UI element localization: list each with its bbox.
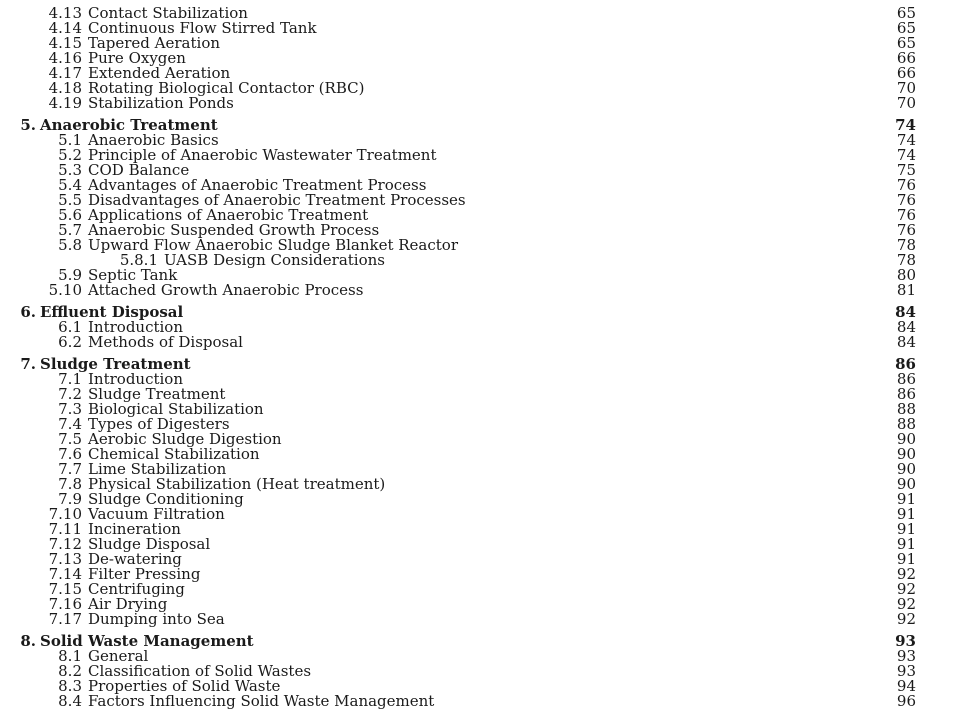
toc-entry-title: Centrifuging — [88, 580, 185, 598]
toc-entry-title: Contact Stabilization — [88, 4, 248, 22]
toc-entry-title: General — [88, 647, 149, 665]
toc-entry-page: 76 — [896, 191, 916, 209]
toc-entry-number: 8.1 — [58, 647, 82, 665]
toc-entry-page: 74 — [895, 116, 916, 134]
toc-entry-number: 4.17 — [48, 64, 82, 82]
toc-entry-page: 92 — [896, 610, 916, 628]
table-of-contents — [0, 6, 960, 709]
toc-entry-title: Principle of Anaerobic Wastewater Treatment — [88, 146, 437, 164]
toc-entry-page: 96 — [896, 692, 916, 710]
toc-entry-page: 65 — [896, 19, 916, 37]
toc-entry-page: 91 — [896, 550, 916, 568]
toc-entry-page: 80 — [896, 266, 916, 284]
toc-entry-title: Rotating Biological Contactor (RBC) — [88, 79, 365, 97]
toc-entry-title: Attached Growth Anaerobic Process — [88, 281, 364, 299]
toc-entry-number: 4.13 — [48, 4, 82, 22]
toc-entry-number: 4.19 — [48, 94, 82, 112]
toc-entry-title: Continuous Flow Stirred Tank — [88, 19, 317, 37]
toc-entry-number: 5.2 — [58, 146, 82, 164]
toc-entry-number: 6.2 — [58, 333, 82, 351]
toc-entry-title: Types of Digesters — [88, 415, 230, 433]
toc-entry-title: Disadvantages of Anaerobic Treatment Processes — [88, 191, 466, 209]
toc-entry-number: 5.10 — [48, 281, 82, 299]
toc-entry-title: Anaerobic Basics — [88, 131, 219, 149]
toc-entry-number: 7.15 — [48, 580, 82, 598]
toc-entry-number: 7.10 — [48, 505, 82, 523]
toc-entry-number: 7.4 — [58, 415, 82, 433]
toc-entry-page: 75 — [896, 161, 916, 179]
toc-entry-page: 81 — [896, 281, 916, 299]
toc-entry-number: 4.18 — [48, 79, 82, 97]
toc-entry-number: 5. — [20, 116, 36, 134]
toc-entry-page: 93 — [896, 662, 916, 680]
toc-entry-title: Sludge Disposal — [88, 535, 211, 553]
toc-entry-page: 86 — [896, 385, 916, 403]
toc-entry-page: 94 — [896, 677, 916, 695]
toc-section-row[interactable] — [0, 96, 960, 111]
toc-entry-number: 7.6 — [58, 445, 82, 463]
toc-entry-number: 5.9 — [58, 266, 82, 284]
toc-entry-title: Effluent Disposal — [40, 303, 184, 321]
toc-entry-page: 88 — [896, 415, 916, 433]
toc-entry-title: Vacuum Filtration — [88, 505, 225, 523]
toc-entry-number: 7.17 — [48, 610, 82, 628]
toc-entry-number: 8.2 — [58, 662, 82, 680]
toc-entry-number: 5.8 — [58, 236, 82, 254]
toc-entry-page: 92 — [896, 565, 916, 583]
toc-entry-number: 5.5 — [58, 191, 82, 209]
toc-entry-number: 5.7 — [58, 221, 82, 239]
toc-entry-title: Stabilization Ponds — [88, 94, 234, 112]
toc-entry-number: 8.4 — [58, 692, 82, 710]
toc-entry-number: 5.6 — [58, 206, 82, 224]
toc-entry-number: 7. — [20, 355, 36, 373]
toc-entry-number: 4.14 — [48, 19, 82, 37]
toc-entry-page: 91 — [896, 490, 916, 508]
toc-entry-title: COD Balance — [88, 161, 190, 179]
toc-entry-page: 84 — [895, 303, 916, 321]
toc-entry-title: UASB Design Considerations — [164, 251, 385, 269]
toc-entry-title: Dumping into Sea — [88, 610, 225, 628]
toc-entry-title: Filter Pressing — [88, 565, 201, 583]
toc-entry-title: Sludge Treatment — [88, 385, 226, 403]
toc-entry-page: 91 — [896, 520, 916, 538]
toc-entry-page: 90 — [896, 475, 916, 493]
toc-entry-title: Upward Flow Anaerobic Sludge Blanket Reactor — [88, 236, 459, 254]
toc-entry-page: 65 — [896, 34, 916, 52]
toc-entry-page: 76 — [896, 221, 916, 239]
toc-entry-title: Biological Stabilization — [88, 400, 264, 418]
toc-entry-page: 74 — [896, 146, 916, 164]
toc-entry-page: 84 — [896, 318, 916, 336]
toc-section-row[interactable] — [0, 694, 960, 709]
toc-entry-page: 76 — [896, 176, 916, 194]
toc-entry-title: Introduction — [88, 318, 183, 336]
toc-entry-page: 90 — [896, 460, 916, 478]
toc-entry-number: 8. — [20, 632, 36, 650]
toc-entry-number: 7.8 — [58, 475, 82, 493]
toc-entry-page: 65 — [896, 4, 916, 22]
toc-entry-title: Septic Tank — [88, 266, 178, 284]
toc-entry-title: Advantages of Anaerobic Treatment Process — [88, 176, 427, 194]
toc-entry-page: 86 — [896, 370, 916, 388]
toc-entry-page: 91 — [896, 505, 916, 523]
toc-entry-page: 74 — [896, 131, 916, 149]
toc-entry-page: 91 — [896, 535, 916, 553]
toc-section-row[interactable] — [0, 335, 960, 350]
toc-entry-number: 7.13 — [48, 550, 82, 568]
toc-entry-title: Introduction — [88, 370, 183, 388]
toc-entry-number: 7.2 — [58, 385, 82, 403]
toc-entry-page: 90 — [896, 430, 916, 448]
toc-entry-number: 4.16 — [48, 49, 82, 67]
toc-entry-number: 5.1 — [58, 131, 82, 149]
toc-entry-title: Applications of Anaerobic Treatment — [88, 206, 369, 224]
toc-entry-title: Methods of Disposal — [88, 333, 243, 351]
toc-entry-number: 7.1 — [58, 370, 82, 388]
toc-entry-title: Properties of Solid Waste — [88, 677, 281, 695]
toc-entry-title: Extended Aeration — [88, 64, 231, 82]
toc-entry-title: Sludge Conditioning — [88, 490, 244, 508]
toc-entry-number: 4.15 — [48, 34, 82, 52]
toc-entry-number: 7.16 — [48, 595, 82, 613]
toc-entry-number: 7.11 — [48, 520, 82, 538]
toc-entry-title: De-watering — [88, 550, 182, 568]
toc-entry-number: 7.7 — [58, 460, 82, 478]
toc-entry-title: Anaerobic Suspended Growth Process — [88, 221, 380, 239]
toc-entry-page: 93 — [895, 632, 916, 650]
toc-entry-number: 7.14 — [48, 565, 82, 583]
toc-entry-title: Lime Stabilization — [88, 460, 227, 478]
toc-entry-number: 7.12 — [48, 535, 82, 553]
toc-entry-number: 7.5 — [58, 430, 82, 448]
toc-entry-page: 84 — [896, 333, 916, 351]
toc-entry-title: Chemical Stabilization — [88, 445, 260, 463]
toc-entry-page: 76 — [896, 206, 916, 224]
toc-entry-page: 78 — [896, 251, 916, 269]
toc-entry-title: Pure Oxygen — [88, 49, 186, 67]
toc-entry-number: 7.9 — [58, 490, 82, 508]
toc-entry-page: 93 — [896, 647, 916, 665]
toc-entry-number: 5.3 — [58, 161, 82, 179]
toc-entry-page: 88 — [896, 400, 916, 418]
toc-entry-number: 6.1 — [58, 318, 82, 336]
toc-entry-title: Factors Influencing Solid Waste Management — [88, 692, 435, 710]
toc-entry-page: 92 — [896, 595, 916, 613]
toc-entry-title: Aerobic Sludge Digestion — [88, 430, 282, 448]
toc-entry-title: Incineration — [88, 520, 181, 538]
toc-section-row[interactable] — [0, 283, 960, 298]
toc-entry-number: 7.3 — [58, 400, 82, 418]
toc-entry-page: 66 — [896, 64, 916, 82]
toc-entry-page: 90 — [896, 445, 916, 463]
toc-entry-page: 70 — [896, 79, 916, 97]
toc-entry-page: 66 — [896, 49, 916, 67]
toc-entry-title: Solid Waste Management — [40, 632, 254, 650]
toc-entry-number: 5.4 — [58, 176, 82, 194]
toc-entry-title: Classification of Solid Wastes — [88, 662, 312, 680]
toc-entry-title: Physical Stabilization (Heat treatment) — [88, 475, 386, 493]
toc-section-row[interactable] — [0, 612, 960, 627]
toc-entry-title: Tapered Aeration — [88, 34, 221, 52]
toc-entry-number: 5.8.1 — [119, 251, 158, 269]
toc-entry-number: 6. — [20, 303, 36, 321]
toc-entry-title: Sludge Treatment — [40, 355, 191, 373]
toc-entry-page: 86 — [895, 355, 916, 373]
toc-entry-number: 8.3 — [58, 677, 82, 695]
toc-entry-page: 70 — [896, 94, 916, 112]
toc-entry-title: Air Drying — [88, 595, 168, 613]
toc-entry-page: 78 — [896, 236, 916, 254]
toc-entry-page: 92 — [896, 580, 916, 598]
toc-entry-title: Anaerobic Treatment — [40, 116, 218, 134]
